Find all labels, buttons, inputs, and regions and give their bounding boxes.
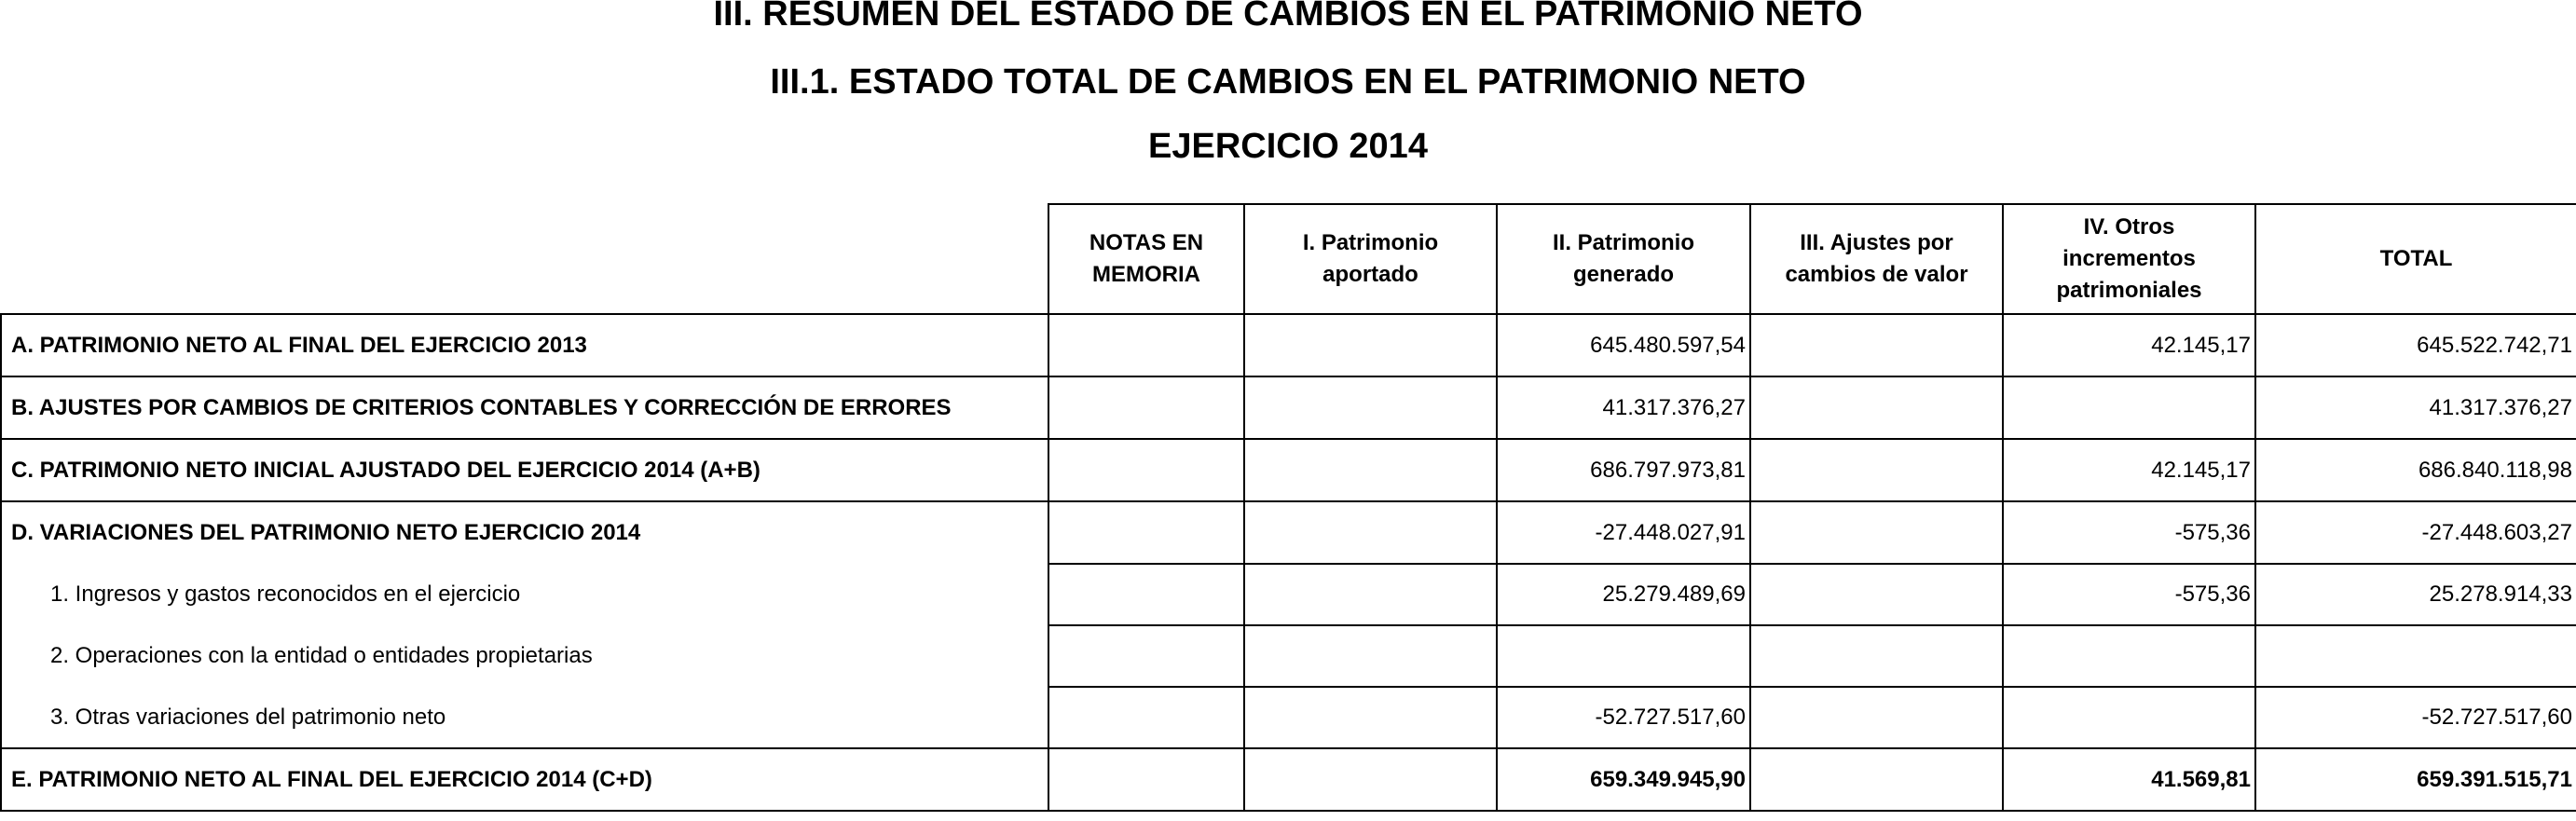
header-text-line: NOTAS EN [1089, 230, 1204, 255]
cell-aportado [1244, 687, 1497, 748]
equity-changes-table [0, 203, 2576, 812]
cell-notas [1048, 564, 1244, 625]
cell-ajustes [1750, 439, 2003, 501]
cell-generado: 659.349.945,90 [1497, 748, 1750, 811]
cell-total: 645.522.742,71 [2255, 314, 2576, 376]
cell-otros [2003, 687, 2255, 748]
cell-aportado [1244, 314, 1497, 376]
row-label: 1. Ingresos y gastos reconocidos en el ejercicio [1, 564, 1048, 625]
header-patrimonio-aportado [1244, 204, 1497, 314]
cell-otros: -575,36 [2003, 564, 2255, 625]
header-text-line: III. Ajustes por [1800, 230, 1953, 255]
table-row [1, 314, 2576, 376]
cell-otros: 41.569,81 [2003, 748, 2255, 811]
table-body [1, 314, 2576, 811]
cell-total: 686.840.118,98 [2255, 439, 2576, 501]
cell-total: -52.727.517,60 [2255, 687, 2576, 748]
cell-ajustes [1750, 625, 2003, 687]
cell-otros: 42.145,17 [2003, 439, 2255, 501]
cell-otros: -575,36 [2003, 501, 2255, 564]
cell-ajustes [1750, 748, 2003, 811]
cell-notas [1048, 748, 1244, 811]
header-ajustes-cambios-valor [1750, 204, 2003, 314]
cell-ajustes [1750, 564, 2003, 625]
table-row [1, 564, 2576, 625]
row-label: 3. Otras variaciones del patrimonio neto [1, 687, 1048, 748]
cell-aportado [1244, 501, 1497, 564]
cell-ajustes [1750, 376, 2003, 439]
table-row [1, 376, 2576, 439]
cell-total [2255, 625, 2576, 687]
header-text-line: II. Patrimonio [1552, 230, 1694, 255]
header-patrimonio-generado [1497, 204, 1750, 314]
cell-aportado [1244, 748, 1497, 811]
table-header-row [1, 204, 2576, 314]
header-notas-memoria [1048, 204, 1244, 314]
cell-total: 41.317.376,27 [2255, 376, 2576, 439]
cell-aportado [1244, 625, 1497, 687]
cell-aportado [1244, 564, 1497, 625]
cell-aportado [1244, 439, 1497, 501]
cell-notas [1048, 687, 1244, 748]
row-label: A. PATRIMONIO NETO AL FINAL DEL EJERCICIO 2013 [1, 314, 1048, 376]
cell-ajustes [1750, 501, 2003, 564]
fiscal-year-title: EJERCICIO 2014 [1148, 127, 1428, 166]
cell-aportado [1244, 376, 1497, 439]
cell-total: -27.448.603,27 [2255, 501, 2576, 564]
header-text-line: IV. Otros [2083, 214, 2175, 239]
header-text-line: aportado [1322, 262, 1418, 287]
cell-ajustes [1750, 687, 2003, 748]
header-blank-cell [1, 204, 1048, 314]
table-row [1, 625, 2576, 687]
header-text-line: incrementos [2062, 246, 2196, 271]
main-title: III. RESUMEN DEL ESTADO DE CAMBIOS EN EL PATRIMONIO NETO [713, 0, 1863, 34]
header-total [2255, 204, 2576, 314]
header-otros-incrementos [2003, 204, 2255, 314]
cell-total: 659.391.515,71 [2255, 748, 2576, 811]
header-text-line: TOTAL [2379, 246, 2453, 271]
row-label: D. VARIACIONES DEL PATRIMONIO NETO EJERCICIO 2014 [1, 501, 1048, 564]
table-row [1, 748, 2576, 811]
row-label: E. PATRIMONIO NETO AL FINAL DEL EJERCICIO 2014 (C+D) [1, 748, 1048, 811]
cell-notas [1048, 376, 1244, 439]
cell-notas [1048, 439, 1244, 501]
table-row [1, 687, 2576, 748]
subtitle: III.1. ESTADO TOTAL DE CAMBIOS EN EL PATRIMONIO NETO [770, 62, 1806, 102]
cell-notas [1048, 625, 1244, 687]
table-row [1, 439, 2576, 501]
header-text-line: patrimoniales [2056, 278, 2202, 303]
header-text-line: generado [1572, 262, 1675, 287]
cell-generado: -27.448.027,91 [1497, 501, 1750, 564]
cell-generado: 41.317.376,27 [1497, 376, 1750, 439]
table-row [1, 501, 2576, 564]
row-label: 2. Operaciones con la entidad o entidades propietarias [1, 625, 1048, 687]
cell-notas [1048, 314, 1244, 376]
cell-generado: -52.727.517,60 [1497, 687, 1750, 748]
cell-generado: 25.279.489,69 [1497, 564, 1750, 625]
header-text-line: cambios de valor [1785, 262, 1968, 287]
cell-ajustes [1750, 314, 2003, 376]
cell-generado [1497, 625, 1750, 687]
cell-otros [2003, 625, 2255, 687]
cell-generado: 686.797.973,81 [1497, 439, 1750, 501]
cell-notas [1048, 501, 1244, 564]
row-label: B. AJUSTES POR CAMBIOS DE CRITERIOS CONTABLES Y CORRECCIÓN DE ERRORES [1, 376, 1048, 439]
cell-generado: 645.480.597,54 [1497, 314, 1750, 376]
cell-total: 25.278.914,33 [2255, 564, 2576, 625]
row-label: C. PATRIMONIO NETO INICIAL AJUSTADO DEL EJERCICIO 2014 (A+B) [1, 439, 1048, 501]
header-text-line: I. Patrimonio [1302, 230, 1439, 255]
cell-otros: 42.145,17 [2003, 314, 2255, 376]
header-text-line: MEMORIA [1092, 262, 1200, 287]
cell-otros [2003, 376, 2255, 439]
